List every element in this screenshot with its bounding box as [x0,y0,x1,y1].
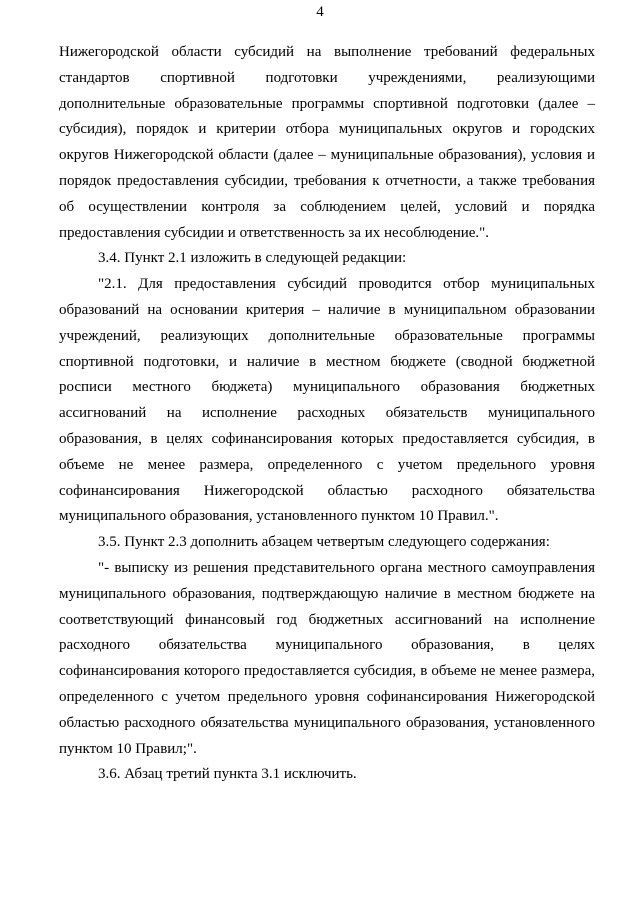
document-body [59,40,595,788]
paragraph-item-3-6: 3.6. Абзац третий пункта 3.1 исключить. [98,766,357,783]
page-number: 4 [316,4,324,20]
paragraph-continuation: Нижегородской области субсидий на выполнение требований федеральных стандартов спортивной подготовки учреждениями, реализующими дополнительные образовательные программы спортивной подготовки (далее – субсидия), порядок и критерии отбора муниципальных округов и городских округов Нижегородской области (далее – муниципальные образования), условия и порядок предоставления субсидии, требования к отчетности, а также требования об осуществлении контроля за соблюдением целей, условий и порядка предоставления субсидии и ответственность за их несоблюдение.". [59,44,595,241]
paragraph-item-3-5: 3.5. Пункт 2.3 дополнить абзацем четвертым следующего содержания: [98,534,550,551]
paragraph-extract-clause: "- выписку из решения представительного органа местного самоуправления муниципального образования, подтверждающую наличие в местном бюджете на соответствующий финансовый год бюджетных ассигнований на исполнение расходного обязательства муниципального образования, в целях софинансирования которого предоставляется субсидия, в объеме не менее размера, определенного с учетом предельного уровня софинансирования Нижегородской областью расходного обязательства муниципального образования, установленного пунктом 10 Правил;". [59,559,595,757]
paragraph-point-2-1: "2.1. Для предоставления субсидий проводится отбор муниципальных образований на основании критерия – наличие в муниципальном образовании учреждений, реализующих дополнительные образовательные программы спортивной подготовки, и наличие в местном бюджете (сводной бюджетной росписи местного бюджета) муниципального образования бюджетных ассигнований на исполнение расходных обязательств муниципального образования, в целях софинансирования которых предоставляется субсидия, в объеме не менее размера, определенного с учетом предельного уровня софинансирования Нижегородской областью расходного обязательства муниципального образования, установленного пунктом 10 Правил.". [59,276,595,525]
paragraph-item-3-4: 3.4. Пункт 2.1 изложить в следующей редакции: [98,250,407,267]
